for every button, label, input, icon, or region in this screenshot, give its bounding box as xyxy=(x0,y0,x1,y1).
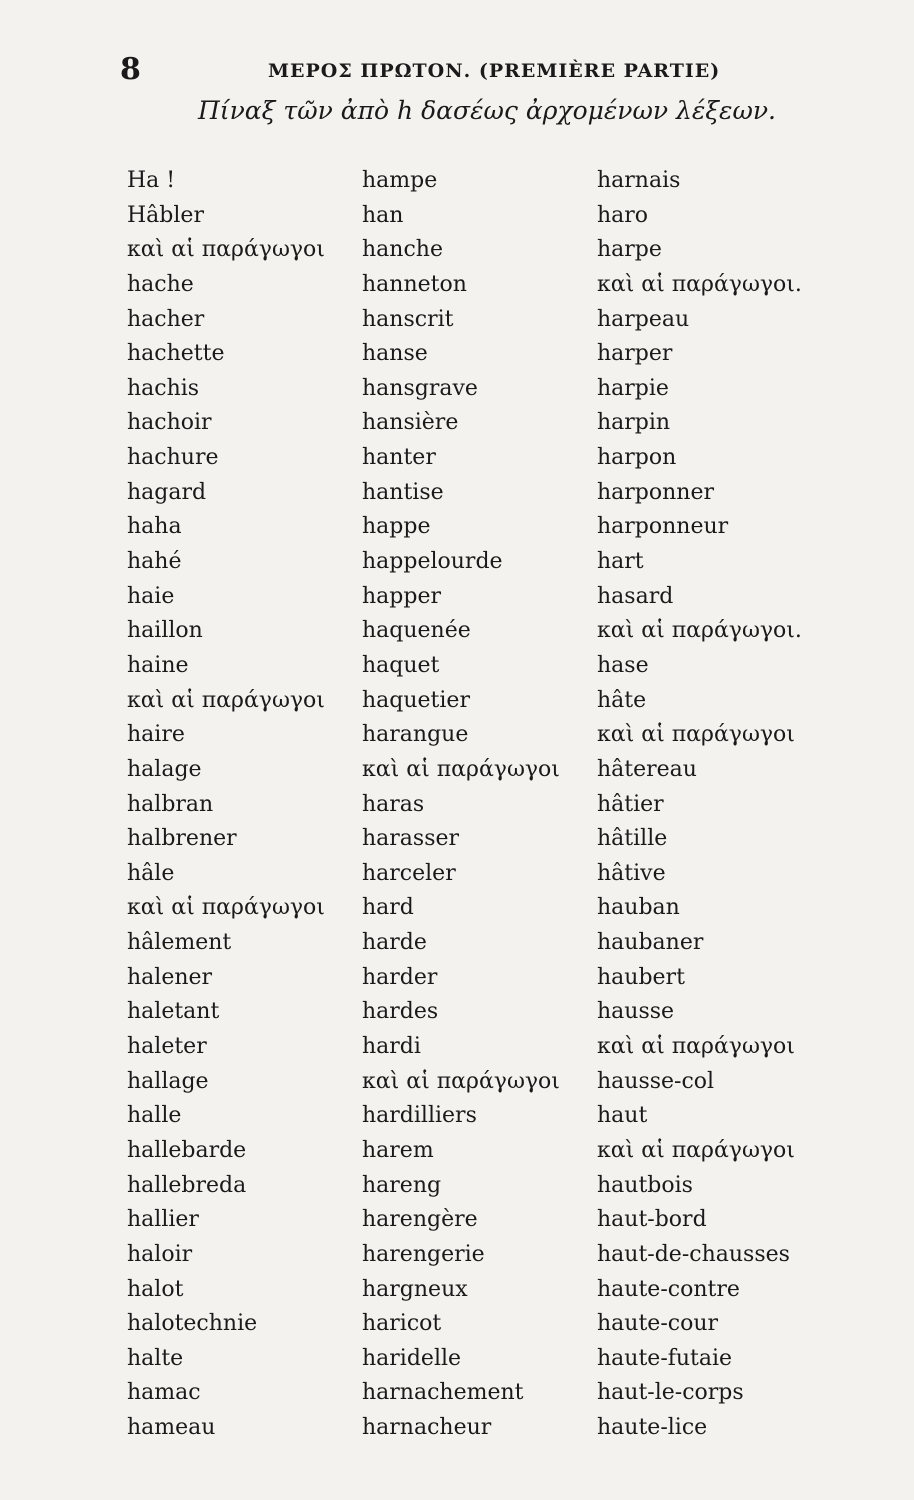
word-entry: hardes xyxy=(362,999,439,1025)
word-entry: hansgrave xyxy=(362,375,478,401)
word-entry: hausse-col xyxy=(597,1068,715,1094)
word-entry: haha xyxy=(127,514,182,540)
word-entry: han xyxy=(362,202,404,228)
word-entry: Hâbler xyxy=(127,202,204,228)
word-entry: harengère xyxy=(362,1207,478,1233)
word-entry: hallebarde xyxy=(127,1137,247,1163)
word-entry: καὶ αἱ παράγωγοι xyxy=(362,756,560,782)
word-entry: hachis xyxy=(127,375,200,401)
word-entry: harder xyxy=(362,964,438,990)
word-entry: harengerie xyxy=(362,1241,485,1267)
word-entry: harpin xyxy=(597,410,671,436)
word-entry: Ha ! xyxy=(127,168,176,193)
word-entry: haine xyxy=(127,652,189,678)
word-entry: hâtier xyxy=(597,791,664,817)
word-entry: hardilliers xyxy=(362,1103,477,1129)
word-entry: καὶ αἱ παράγωγοι xyxy=(597,1034,795,1060)
word-entry: hasard xyxy=(597,583,674,609)
word-entry: haut-bord xyxy=(597,1207,707,1233)
word-entry: haire xyxy=(127,722,185,748)
word-entry: happe xyxy=(362,514,431,540)
word-entry: καὶ αἱ παράγωγοι xyxy=(597,722,795,748)
word-entry: hanter xyxy=(362,445,436,471)
word-entry: harde xyxy=(362,930,427,956)
word-entry: harnacheur xyxy=(362,1415,492,1441)
word-entry: hamac xyxy=(127,1380,201,1406)
word-column-2 xyxy=(362,164,560,1446)
word-entry: hâte xyxy=(597,687,647,713)
word-entry: harasser xyxy=(362,826,460,852)
word-entry: harpie xyxy=(597,375,669,401)
word-entry: hacher xyxy=(127,306,205,332)
word-entry: happelourde xyxy=(362,549,503,575)
word-entry: hahé xyxy=(127,549,182,575)
word-entry: hallebreda xyxy=(127,1172,247,1198)
word-entry: haridelle xyxy=(362,1345,462,1371)
word-entry: haras xyxy=(362,791,425,817)
word-entry: harnachement xyxy=(362,1380,524,1406)
word-entry: καὶ αἱ παράγωγοι. xyxy=(597,271,802,297)
word-entry: haubaner xyxy=(597,930,704,956)
word-entry: haro xyxy=(597,202,649,228)
word-entry: hanse xyxy=(362,341,428,367)
word-entry: hanche xyxy=(362,237,443,263)
word-entry: καὶ αἱ παράγωγοι. xyxy=(597,618,802,644)
word-entry: hâtille xyxy=(597,826,668,852)
word-entry: harper xyxy=(597,341,673,367)
word-entry: haleter xyxy=(127,1034,207,1060)
word-entry: hauban xyxy=(597,895,680,921)
word-entry: haquenée xyxy=(362,618,471,644)
word-entry: καὶ αἱ παράγωγοι xyxy=(127,237,325,263)
word-entry: haut-le-corps xyxy=(597,1380,744,1406)
word-entry: hallier xyxy=(127,1207,199,1233)
word-entry: hache xyxy=(127,271,194,297)
word-entry: hausse xyxy=(597,999,675,1025)
word-entry: hart xyxy=(597,549,644,575)
word-entry: καὶ αἱ παράγωγοι xyxy=(127,687,325,713)
word-entry: hanscrit xyxy=(362,306,454,332)
word-entry: hagard xyxy=(127,479,207,505)
word-entry: hallage xyxy=(127,1068,209,1094)
word-entry: hameau xyxy=(127,1415,216,1441)
word-entry: hard xyxy=(362,895,414,921)
word-entry: harpon xyxy=(597,445,677,471)
word-entry: halte xyxy=(127,1345,184,1371)
word-entry: harem xyxy=(362,1137,434,1163)
word-entry: hachette xyxy=(127,341,225,367)
word-entry: haute-lice xyxy=(597,1415,708,1441)
word-entry: haut xyxy=(597,1103,648,1129)
word-entry: hardi xyxy=(362,1034,421,1060)
word-entry: halbrener xyxy=(127,826,237,852)
word-column-1 xyxy=(127,164,325,1446)
word-entry: hampe xyxy=(362,168,438,193)
running-head: ΜΕΡΟΣ ΠΡΩΤΟΝ. (PREMIÈRE PARTIE) xyxy=(268,60,721,82)
word-entry: harpe xyxy=(597,237,662,263)
word-entry: hachure xyxy=(127,445,219,471)
word-entry: haricot xyxy=(362,1311,442,1337)
word-entry: haletant xyxy=(127,999,220,1025)
word-entry: καὶ αἱ παράγωγοι xyxy=(127,895,325,921)
word-entry: haute-cour xyxy=(597,1311,718,1337)
word-entry: hachoir xyxy=(127,410,212,436)
word-entry: hansière xyxy=(362,410,459,436)
word-entry: halot xyxy=(127,1276,184,1302)
word-entry: harpeau xyxy=(597,306,690,332)
word-entry: haquet xyxy=(362,652,440,678)
word-entry: hantise xyxy=(362,479,444,505)
word-entry: haie xyxy=(127,583,175,609)
word-column-3 xyxy=(597,164,802,1446)
table-title: Πίναξ τῶν ἀπὸ h δασέως ἀρχομένων λέξεων. xyxy=(197,96,776,125)
word-entry: hâtereau xyxy=(597,756,697,782)
word-entry: halotechnie xyxy=(127,1311,258,1337)
word-entry: happer xyxy=(362,583,441,609)
word-entry: hâtive xyxy=(597,860,666,886)
word-entry: haute-contre xyxy=(597,1276,740,1302)
word-entry: haquetier xyxy=(362,687,470,713)
word-entry: haubert xyxy=(597,964,685,990)
word-entry: hâlement xyxy=(127,930,232,956)
word-entry: harponneur xyxy=(597,514,729,540)
word-entry: hâle xyxy=(127,860,175,886)
word-entry: halage xyxy=(127,756,202,782)
word-entry: hanneton xyxy=(362,271,467,297)
word-entry: haut-de-chausses xyxy=(597,1241,790,1267)
word-entry: hargneux xyxy=(362,1276,468,1302)
word-entry: hareng xyxy=(362,1172,442,1198)
page-number: 8 xyxy=(120,52,141,87)
word-entry: καὶ αἱ παράγωγοι xyxy=(597,1137,795,1163)
word-entry: hase xyxy=(597,652,649,678)
word-entry: haillon xyxy=(127,618,203,644)
word-entry: harnais xyxy=(597,168,681,193)
word-entry: hautbois xyxy=(597,1172,693,1198)
word-entry: halener xyxy=(127,964,213,990)
word-entry: harangue xyxy=(362,722,469,748)
word-entry: halle xyxy=(127,1103,182,1129)
word-entry: καὶ αἱ παράγωγοι xyxy=(362,1068,560,1094)
word-entry: haloir xyxy=(127,1241,193,1267)
word-entry: harponner xyxy=(597,479,715,505)
word-entry: haute-futaie xyxy=(597,1345,733,1371)
word-entry: harceler xyxy=(362,860,456,886)
word-entry: halbran xyxy=(127,791,214,817)
